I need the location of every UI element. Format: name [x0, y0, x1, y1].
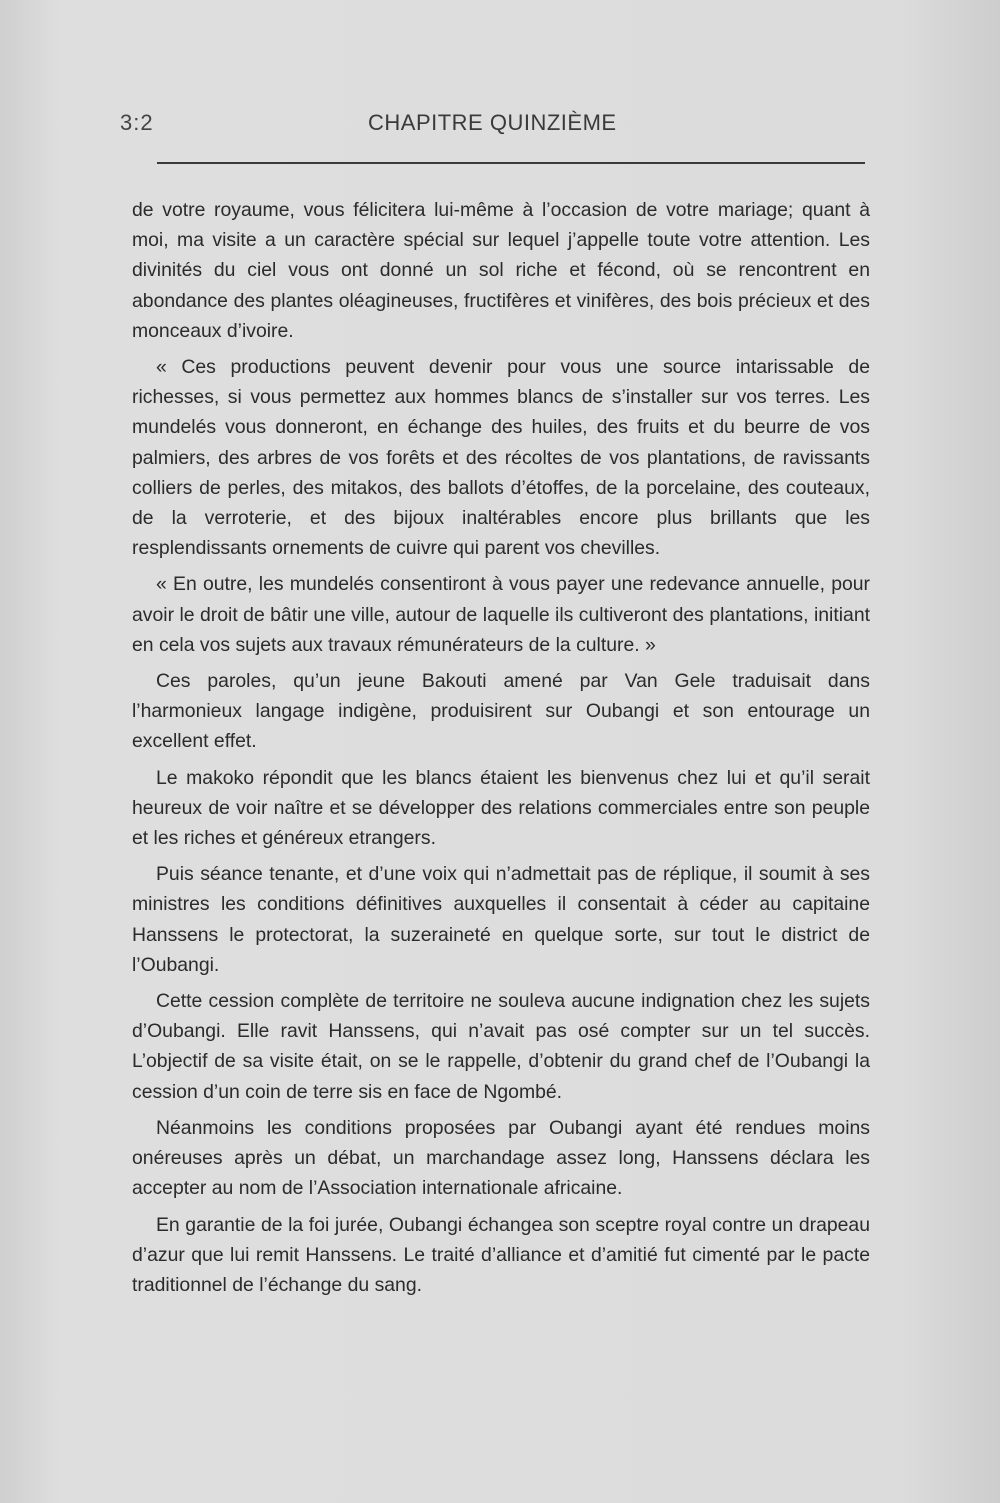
paragraph-7: Cette cession complète de territoire ne souleva aucune indignation chez les sujets d’Oubangi. Elle ravit Hanssens, qui n’avait pas osé compter sur un tel succès. L’objectif de sa visite était, on se le rappelle, d’obtenir du grand chef de l’Oubangi la cession d’un coin de terre sis en face de Ngombé. [132, 990, 870, 1103]
page-number: 3:2 [120, 110, 154, 135]
paragraph-3: « En outre, les mundelés consentiront à vous payer une redevance annuelle, pour avoir le droit de bâtir une ville, autour de laquelle ils cultiveront des plantations, initiant en cela vos sujets aux travaux rémunérateurs de la culture. » [132, 573, 870, 656]
chapter-title: CHAPITRE QUINZIÈME [368, 110, 617, 135]
paragraph-9: En garantie de la foi jurée, Oubangi échangea son sceptre royal contre un drapeau d’azur que lui remit Hanssens. Le traité d’alliance et d’amitié fut cimenté par le pacte traditionnel de l’échange du sang. [132, 1213, 870, 1296]
paragraph-5: Le makoko répondit que les blancs étaient les bienvenus chez lui et qu’il serait heureux de voir naître et se développer des relations commerciales entre son peuple et les riches et généreux etrangers. [132, 766, 870, 850]
paragraph-8: Néanmoins les conditions proposées par Oubangi ayant été rendues moins onéreuses après un débat, un marchandage assez long, Hanssens déclara les accepter au nom de l’Association internationale africaine. [132, 1116, 870, 1200]
body-text [132, 195, 870, 1306]
running-head [120, 110, 880, 140]
header-rule [157, 162, 865, 164]
paragraph-4: Ces paroles, qu’un jeune Bakouti amené par Van Gele traduisait dans l’harmonieux langage indigène, produisirent sur Oubangi et son entourage un excellent effet. [132, 670, 870, 753]
paragraph-1: de votre royaume, vous félicitera lui-même à l’occasion de votre mariage; quant à moi, ma visite a un caractère spécial sur lequel j’appelle toute votre attention. Les divinités du ciel vous ont donné un sol riche et fécond, où se rencontrent en abondance des plantes oléagineuses, fructifères et vinifères, des bois précieux et des monceaux d’ivoire. [132, 199, 870, 342]
paragraph-6: Puis séance tenante, et d’une voix qui n’admettait pas de réplique, il soumit à ses ministres les conditions définitives auxquelles il consentait à céder au capitaine Hanssens le protectorat, la suzeraineté en quelque sorte, sur tout le district de l’Oubangi. [132, 863, 870, 976]
paragraph-2: « Ces productions peuvent devenir pour vous une source intarissable de richesses, si vous permettez aux hommes blancs de s’installer sur vos terres. Les mundelés vous donneront, en échange des huiles, des fruits et du beurre de vos palmiers, des arbres de vos forêts et des récoltes de vos plantations, de ravissants colliers de perles, des mitakos, des ballots d’étoffes, de la porcelaine, des couteaux, de la verroterie, et des bijoux inaltérables encore plus brillants que les resplendissants ornements de cuivre qui parent vos chevilles. [132, 356, 870, 560]
